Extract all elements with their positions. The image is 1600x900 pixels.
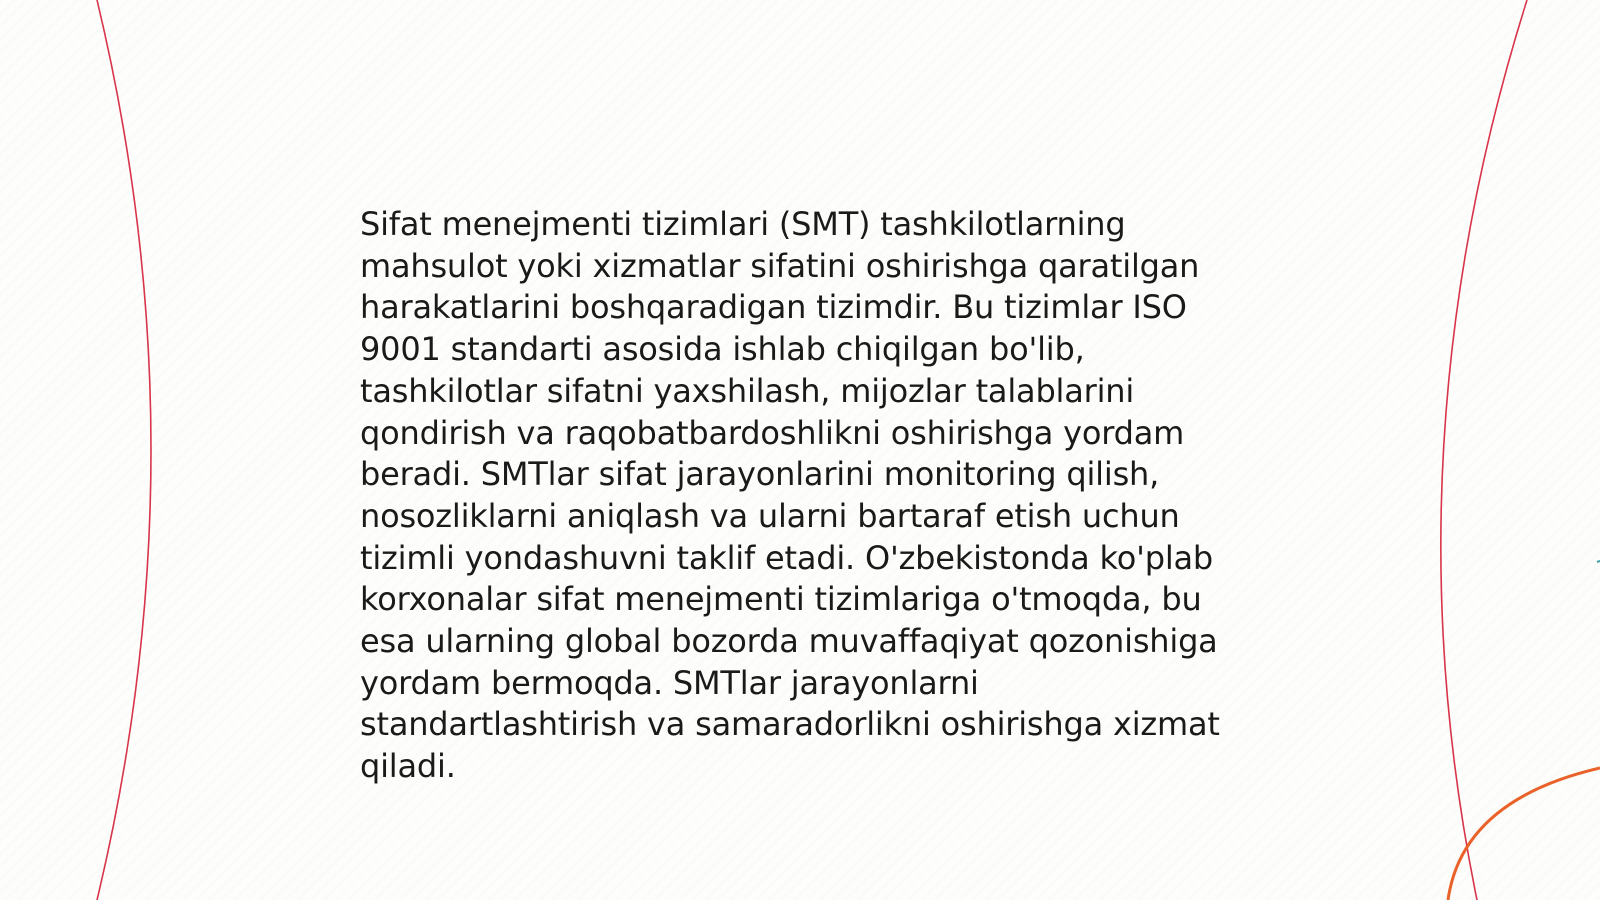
right-curve-line (1441, 0, 1527, 900)
slide-body-text: Sifat menejmenti tizimlari (SMT) tashkilotlarning mahsulot yoki xizmatlar sifatini oshirishga qaratilgan harakatlarini boshqaradigan tizimdir. Bu tizimlar ISO 9001 standarti asosida ishlab chiqilgan bo'lib, tashkilotlar sifatni yaxshilash, mijozlar talablarini qondirish va raqobatbardoshlikni oshirishga yordam beradi. SMTlar sifat jarayonlarini monitoring qilish, nosozliklarni aniqlash va ularni bartaraf etish uchun tizimli yondashuvni taklif etadi. O'zbekistonda ko'plab korxonalar sifat menejmenti tizimlariga o'tmoqda, bu esa ularning global bozorda muvaffaqiyat qozonishiga yordam bermoqda. SMTlar jarayonlarni standartlashtirish va samaradorlikni oshirishga xizmat qiladi. (360, 205, 1220, 786)
left-curve-line (97, 0, 151, 900)
bottom-right-arc (1448, 768, 1600, 900)
